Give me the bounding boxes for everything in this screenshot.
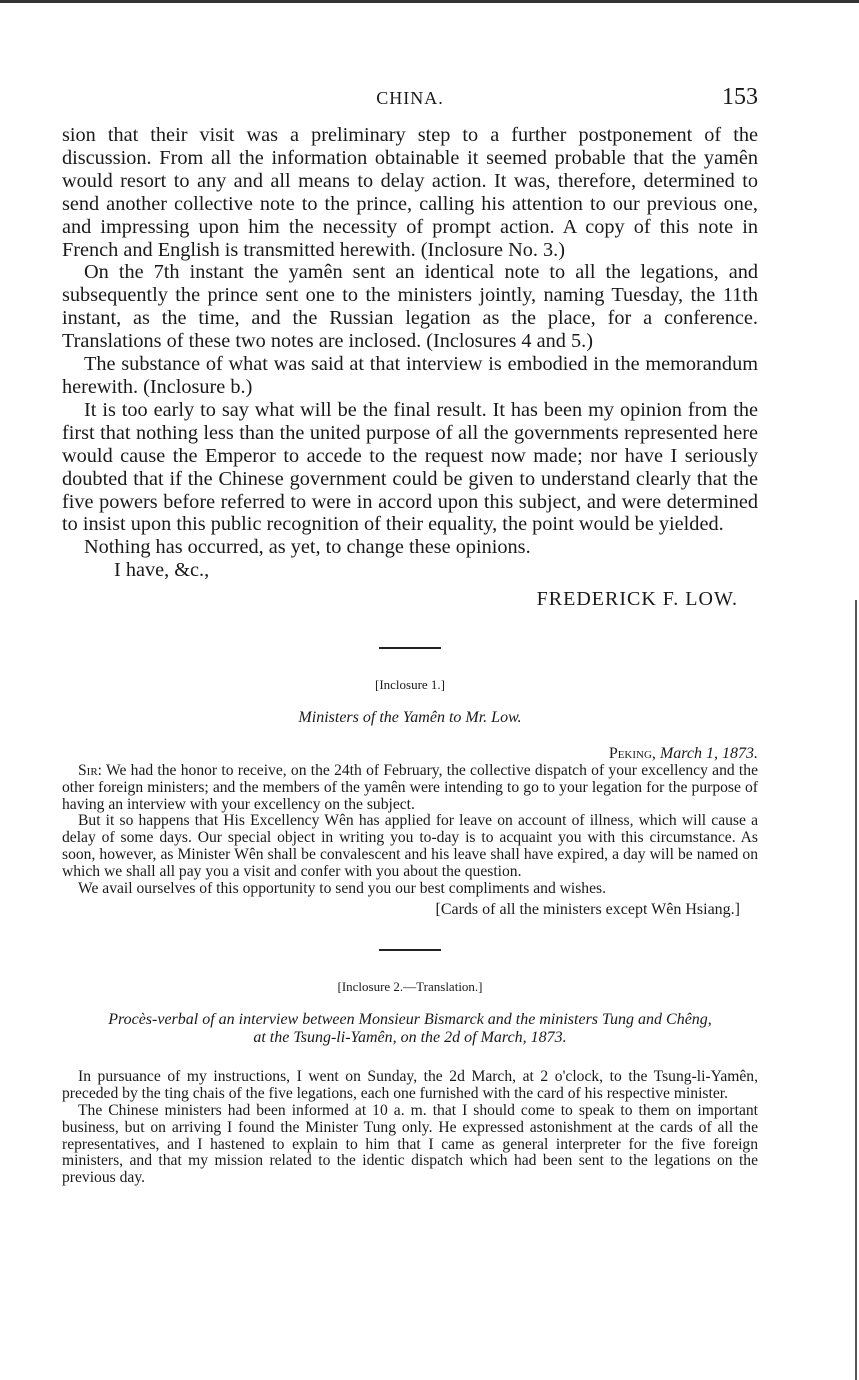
dateline	[62, 745, 758, 763]
inclosure-title-line-2: at the Tsung-li-Yamên, on the 2d of March, 1873.	[253, 1029, 567, 1047]
inclosure-paragraph: We avail ourselves of this opportunity to send you our best compliments and wishes.	[78, 879, 606, 897]
page	[62, 84, 758, 1187]
inclosure-paragraph: The Chinese ministers had been informed at 10 a. m. that I should come to speak to them on important business, but on arriving I found the Minister Tung only. He expressed astonishment at the cards of all the representatives, and I hastened to explain to him that I came as general interpreter for the five foreign ministers, and that my mission related to the identic dispatch which had been sent to the legations on the previous day.	[62, 1102, 758, 1187]
running-head: CHINA.	[376, 88, 444, 108]
inclosure-paragraph: But it so happens that His Excellency Wên has applied for leave on account of illness, which will cause a delay of some days. Our special object in writing you to-day is to acquaint you with this circumstance. As soon, however, as Minister Wên shall be convalescent and his leave shall have expired, a day will be named on which we shall all pay you a visit and confer with you about the question.	[62, 812, 758, 880]
inclosure-label: [Inclosure 1.]	[374, 677, 446, 693]
inclosure-paragraph	[62, 763, 758, 813]
page-number: 153	[722, 84, 758, 110]
letter-paragraph: It is too early to say what will be the final result. It has been my opinion from the first that nothing less than the united purpose of all the governments represented here would cause the Emperor to accede to the request now made; nor have I seriously doubted that if the Chinese government could be given to understand clearly that the five powers before referred to were in accord upon this subject, and were determined to insist upon this public recognition of their equality, the point would be yielded.	[62, 398, 758, 536]
letter-signature: FREDERICK F. LOW.	[536, 588, 738, 611]
inclosure-title: Ministers of the Yamên to Mr. Low.	[298, 709, 522, 727]
page-header	[62, 84, 758, 124]
inclosure-title-line-1: Procès-verbal of an interview between Monsieur Bismarck and the ministers Tung and Chêng,	[108, 1011, 712, 1029]
dateline-date: March 1, 1873.	[659, 745, 758, 763]
letter-paragraph: The substance of what was said at that interview is embodied in the memorandum herewith. (Inclosure b.)	[62, 353, 758, 398]
inclosure-label: [Inclosure 2.—Translation.]	[337, 979, 483, 995]
dateline-place: Peking,	[608, 745, 656, 763]
salutation: Sir:	[78, 762, 103, 780]
letter-closing: I have, &c.,	[114, 559, 210, 582]
letter-paragraph: On the 7th instant the yamên sent an identical note to all the legations, and subsequently the prince sent one to the ministers jointly, naming Tuesday, the 11th instant, as the time, and the Russian legation as the place, for a conference. Translations of these two notes are inclosed. (Inclosures 4 and 5.)	[62, 261, 758, 353]
inclosure-paragraph-text: We had the honor to receive, on the 24th of February, the collective dispatch of your excellency and the other foreign ministers; and the members of the yamên were intending to go to your legation for the purpose of having an interview with your excellency on the subject.	[62, 762, 758, 813]
inclosure-2	[62, 979, 758, 1187]
inclosure-1	[62, 677, 758, 919]
cards-note: [Cards of all the ministers except Wên Hsiang.]	[435, 901, 740, 919]
top-border-line	[0, 0, 859, 3]
right-edge-line	[855, 600, 857, 1380]
inclosure-title	[62, 1011, 758, 1047]
letter-body	[62, 124, 758, 611]
letter-paragraph: sion that their visit was a preliminary step to a further postponement of the discussion. From all the information obtainable it seemed probable that the yamên would resort to any and all means to delay action. It was, therefore, determined to send another collective note to the prince, calling his attention to our previous one, and impressing upon him the necessity of prompt action. A copy of this note in French and English is transmitted herewith. (Inclosure No. 3.)	[62, 124, 758, 261]
inclosure-paragraph: In pursuance of my instructions, I went on Sunday, the 2d March, at 2 o'clock, to the Tsung-li-Yamên, preceded by the ting chais of the five legations, each one furnished with the card of his respective minister.	[62, 1068, 758, 1103]
letter-paragraph: Nothing has occurred, as yet, to change these opinions.	[84, 536, 531, 559]
